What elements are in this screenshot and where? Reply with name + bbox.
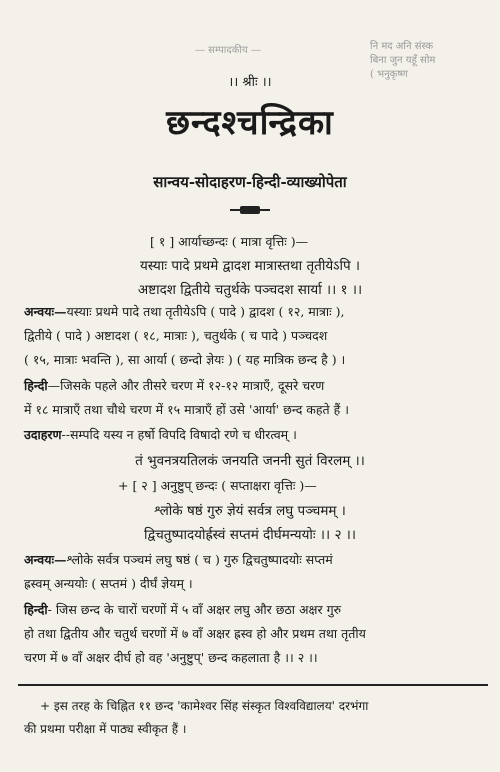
page-title: छन्दश्चन्द्रिका [166, 103, 334, 143]
anvaya-line: ( १५, मात्राः भवन्ति ), सा आर्या ( छन्दो ज्ञेयः ) ( यह मात्रिक छन्द है ) । [24, 352, 346, 367]
footnote-rule [18, 684, 488, 686]
section-heading-arya: [ १ ] आर्याच्छन्दः ( मात्रा वृत्तिः )— [150, 234, 309, 249]
example-line [24, 426, 297, 443]
anvaya-label: अन्वयः— [24, 552, 67, 567]
bleed-line: नि मद अनि संस्क [370, 41, 434, 52]
footnote-line: + इस तरह के चिह्नित ११ छन्द 'कामेश्वर सिंह संस्कृत विश्वविद्यालय' दरभंगा [40, 699, 369, 713]
invocation: ।। श्रीः ।। [228, 75, 272, 90]
bleed-line: ( भनुकृष्ण [370, 69, 408, 80]
anvaya-line: द्वितीये ( पादे ) अष्टादश ( १८, मात्राः ), चतुर्थके ( च पादे ) पञ्चदश [24, 328, 328, 343]
anvaya-text: श्लोके सर्वत्र पञ्चमं लघु षष्ठं ( च ) गुरु द्विचतुष्पादयोः सप्तमं [66, 552, 333, 567]
verse-line: अष्टादश द्वितीये चतुर्थके पञ्चदश सार्या ।। १ ।। [137, 282, 363, 298]
hindi-line: हो तथा द्वितीय और चतुर्थ चरणों में ७ वाँ अक्षर ह्रस्व हो और प्रथम तथा तृतीय [24, 626, 366, 641]
hindi-label: हिन्दी [24, 602, 48, 617]
anvaya-line [24, 303, 345, 320]
hindi-label: हिन्दी [24, 378, 48, 393]
example-label: उदाहरण [24, 427, 62, 442]
bleed-line: बिना जुन यहूँ सोम [370, 55, 436, 66]
section-heading-anushtup: + [ २ ] अनुष्टुप् छन्दः ( सप्ताक्षरा वृत्तिः )— [118, 478, 317, 493]
verse-line: द्विचतुष्पादयोर्ह्रस्वं सप्तमं दीर्घमन्ययोः ।। २ ।। [143, 527, 357, 543]
hindi-line [24, 377, 324, 394]
example-line: तं भुवनत्रयतिलकं जनयति जननी सुतं विरलम् ।। [135, 453, 365, 469]
bleed-through-text: — सम्पादकीय — [195, 45, 261, 56]
verse-line: यस्याः पादे प्रथमे द्वादश मात्रास्तथा तृतीयेऽपि । [139, 258, 361, 274]
hindi-text: —जिसके पहले और तीसरे चरण में १२-१२ मात्राएँ, दूसरे चरण [47, 378, 325, 393]
hindi-line: चरण में ७ वाँ अक्षर दीर्घ हो वह 'अनुष्टुप्' छन्द कहलाता है ।। २ ।। [24, 650, 318, 665]
hindi-line: में १८ मात्राएँ तथा चौथे चरण में १५ मात्राएँ हों उसे 'आर्या' छन्द कहते हैं । [24, 402, 349, 417]
page-subtitle: सान्वय-सोदाहरण-हिन्दी-व्याख्योपेता [153, 173, 347, 191]
ornament-divider [230, 206, 270, 214]
footnote-line: की प्रथमा परीक्षा में पाठ्य स्वीकृत हैं । [24, 722, 187, 736]
example-text: --सम्पदि यस्य न हर्षो विपदि विषादो रणे च धीरत्वम् । [61, 427, 297, 442]
anvaya-line: ह्रस्वम् अन्ययोः ( सप्तमं ) दीर्घं ज्ञेयम् । [24, 576, 193, 591]
verse-line: श्लोके षष्ठं गुरु ज्ञेयं सर्वत्र लघु पञ्चमम् । [154, 503, 346, 519]
hindi-text: - जिस छन्द के चारों चरणों में ५ वाँ अक्षर लघु और छठा अक्षर गुरु [47, 602, 342, 617]
hindi-line [24, 601, 341, 618]
anvaya-label: अन्वयः— [24, 304, 67, 319]
anvaya-line [24, 551, 333, 568]
anvaya-text: यस्याः प्रथमे पादे तथा तृतीयेऽपि ( पादे ) द्वादश ( १२, मात्राः ), [66, 304, 345, 319]
